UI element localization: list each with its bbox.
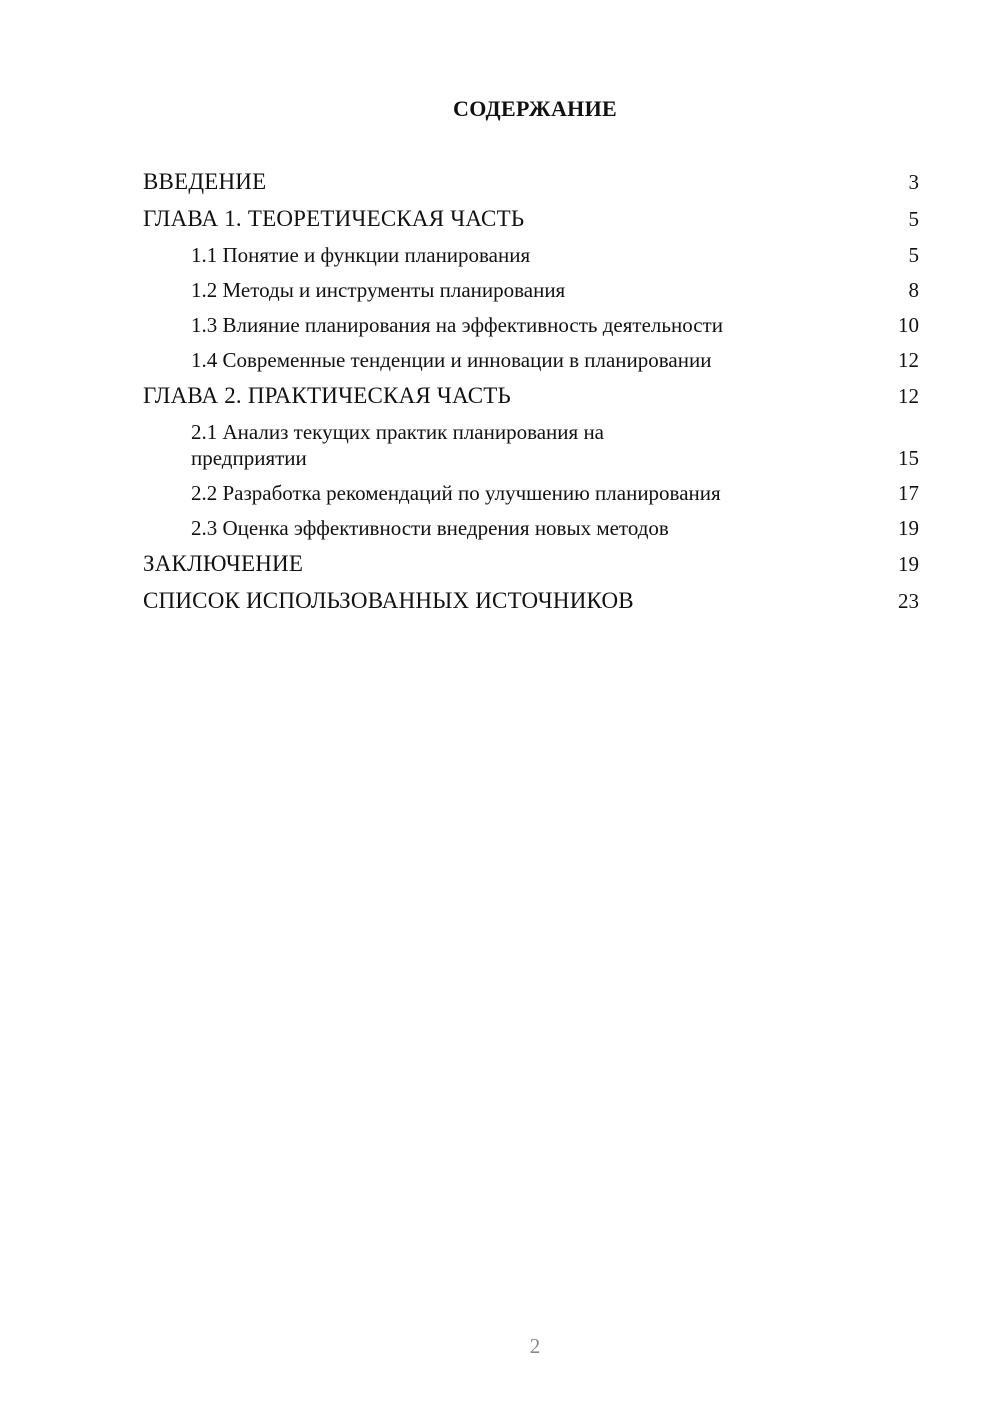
page-number: 2 [529,1334,541,1358]
toc-entry-section-2-1[interactable] [143,419,919,471]
toc-entry-page: 15 [898,446,919,470]
toc-entry-page: 23 [898,589,919,613]
toc-entry-label: 2.2 Разработка рекомендаций по улучшению планирования [191,481,721,505]
toc-entry-label: 1.3 Влияние планирования на эффективность деятельности [191,313,723,337]
toc-entry-page: 8 [908,278,919,302]
toc-entry-page: 3 [908,170,919,194]
toc-entry-page: 19 [898,552,919,576]
toc-entry-chapter-2[interactable] [143,382,919,410]
toc-entry-section-2-2[interactable] [143,480,919,506]
toc-entry-label: ГЛАВА 1. ТЕОРЕТИЧЕСКАЯ ЧАСТЬ [143,206,525,231]
toc-entry-section-2-3[interactable] [143,515,919,541]
toc-entry-references[interactable] [143,587,919,615]
toc-entry-label: 1.4 Современные тенденции и инновации в планировании [191,348,712,372]
toc-entry-section-1-3[interactable] [143,312,919,338]
toc-entry-label: 2.1 Анализ текущих практик планирования на предприятии [191,420,605,470]
toc-title: СОДЕРЖАНИЕ [453,96,617,121]
toc-entry-introduction[interactable] [143,168,919,196]
toc-entry-label: ВВЕДЕНИЕ [143,169,267,194]
toc-entry-conclusion[interactable] [143,550,919,578]
toc-entry-page: 5 [908,243,919,267]
toc-entry-label: ЗАКЛЮЧЕНИЕ [143,551,304,576]
toc-entry-page: 10 [898,313,919,337]
toc-entry-label: 1.2 Методы и инструменты планирования [191,278,566,302]
toc-entry-chapter-1[interactable] [143,205,919,233]
toc-entry-page: 5 [908,207,919,231]
toc-entry-section-1-4[interactable] [143,347,919,373]
toc-entry-section-1-2[interactable] [143,277,919,303]
toc-entry-page: 12 [898,348,919,372]
toc-entry-page: 19 [898,516,919,540]
toc-entry-label: 2.3 Оценка эффективности внедрения новых методов [191,516,669,540]
toc-entry-page: 17 [898,481,919,505]
table-of-contents [143,168,919,624]
toc-entry-label: ГЛАВА 2. ПРАКТИЧЕСКАЯ ЧАСТЬ [143,383,511,408]
toc-entry-label: 1.1 Понятие и функции планирования [191,243,531,267]
toc-entry-page: 12 [898,384,919,408]
toc-entry-label: СПИСОК ИСПОЛЬЗОВАННЫХ ИСТОЧНИКОВ [143,588,634,613]
toc-entry-section-1-1[interactable] [143,242,919,268]
